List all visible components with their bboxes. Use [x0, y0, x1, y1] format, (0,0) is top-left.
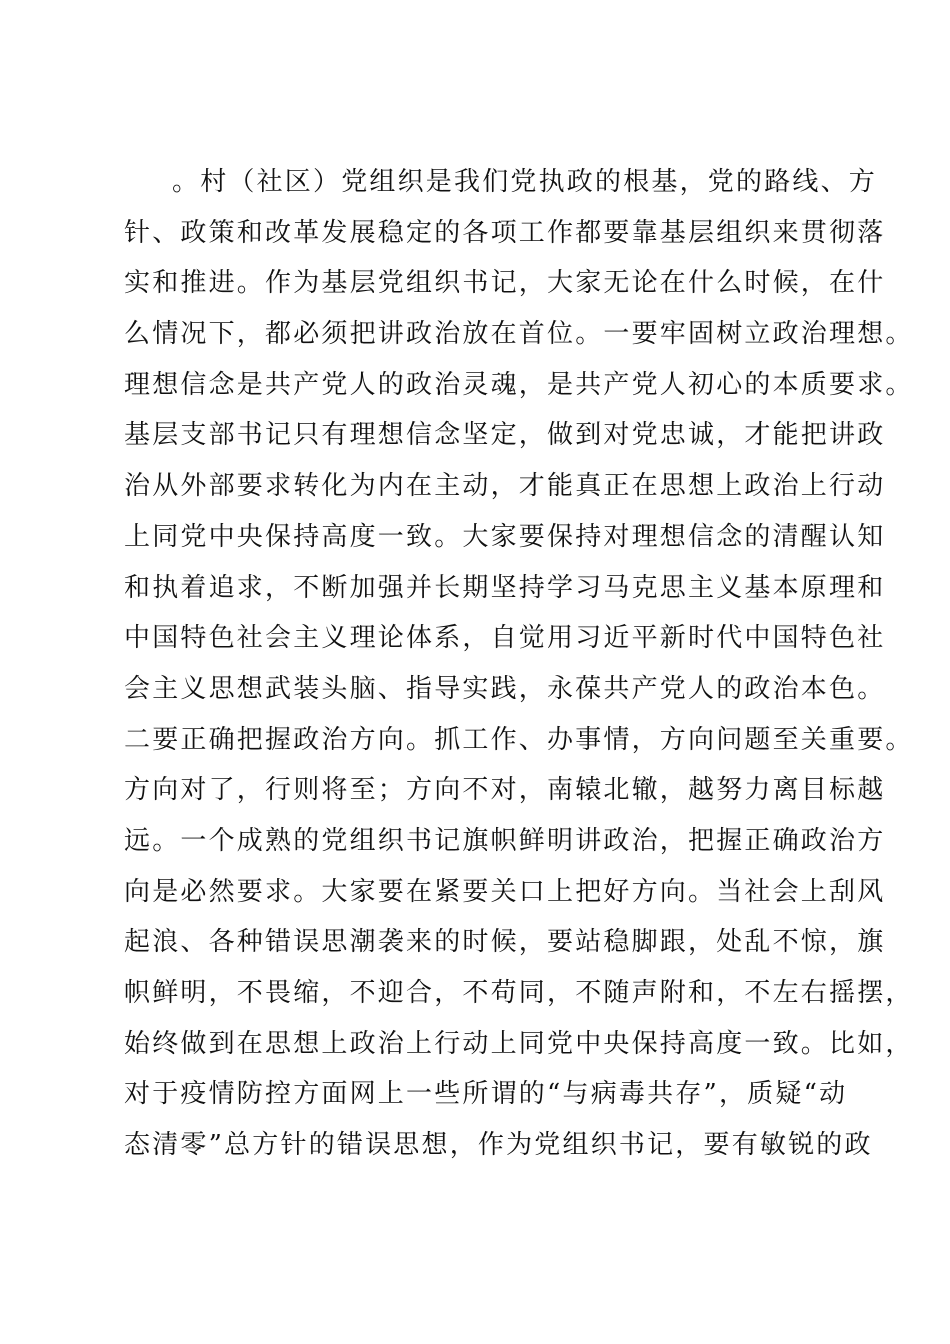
text-line-13: 方向对了，行则将至；方向不对，南辕北辙，越努力离目标越 [124, 775, 886, 806]
text-line-8: 上同党中央保持高度一致。大家要保持对理想信念的清醒认知 [124, 521, 886, 552]
text-line-1: 。村（社区）党组织是我们党执政的根基，党的路线、方 [172, 167, 878, 197]
text-line-11: 会主义思想武装头脑、指导实践，永葆共产党人的政治本色。 [124, 673, 886, 704]
text-line-4: 么情况下，都必须把讲政治放在首位。一要牢固树立政治理想。 [124, 319, 914, 350]
text-line-14: 远。一个成熟的党组织书记旗帜鲜明讲政治，把握正确政治方 [124, 825, 886, 856]
text-line-15: 向是必然要求。大家要在紧要关口上把好方向。当社会上刮风 [124, 876, 886, 907]
text-line-17: 帜鲜明，不畏缩，不迎合，不苟同，不随声附和，不左右摇摆， [124, 978, 914, 1008]
body-text [124, 157, 914, 1171]
text-line-19: 对于疫情防控方面网上一些所谓的“与病毒共存”，质疑“动 [124, 1079, 848, 1110]
text-line-20: 态清零”总方针的错误思想，作为党组织书记，要有敏锐的政 [124, 1130, 873, 1161]
text-line-2: 针、政策和改革发展稳定的各项工作都要靠基层组织来贯彻落 [124, 217, 886, 248]
text-line-3: 实和推进。作为基层党组织书记，大家无论在什么时候，在什 [124, 268, 886, 299]
text-line-10: 中国特色社会主义理论体系，自觉用习近平新时代中国特色社 [124, 623, 886, 654]
text-line-7: 治从外部要求转化为内在主动，才能真正在思想上政治上行动 [124, 471, 886, 502]
text-line-12: 二要正确把握政治方向。抓工作、办事情，方向问题至关重要。 [124, 724, 914, 755]
text-line-18: 始终做到在思想上政治上行动上同党中央保持高度一致。比如， [124, 1028, 914, 1059]
text-line-6: 基层支部书记只有理想信念坚定，做到对党忠诚，才能把讲政 [124, 420, 886, 451]
text-line-9: 和执着追求，不断加强并长期坚持学习马克思主义基本原理和 [124, 572, 886, 603]
text-line-16: 起浪、各种错误思潮袭来的时候，要站稳脚跟，处乱不惊，旗 [124, 927, 886, 958]
text-line-5: 理想信念是共产党人的政治灵魂，是共产党人初心的本质要求。 [124, 369, 914, 400]
